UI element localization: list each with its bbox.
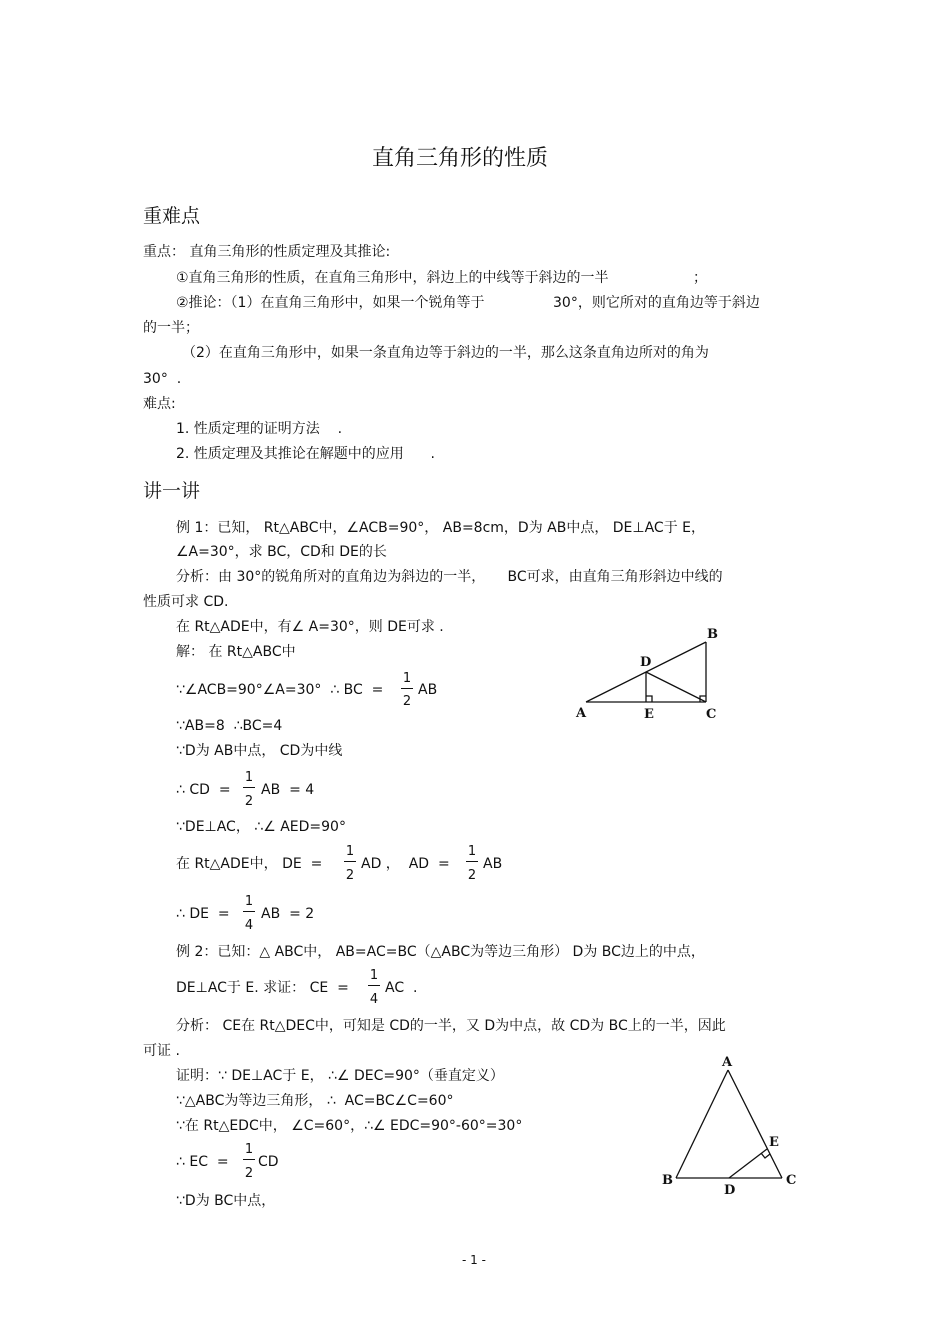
figure-equilateral-triangle xyxy=(658,1050,808,1200)
vertex-label-d: D xyxy=(724,1183,736,1198)
difficulty-item-2: 2. 性质定理及其推论在解题中的应用 . xyxy=(176,446,435,462)
fraction-bar xyxy=(243,911,255,912)
example2-line1: 例 2：已知：△ ABC中， AB=AC=BC（△ABC为等边三角形） D为 BC边上的中点， xyxy=(176,944,705,960)
vertex-label-c: C xyxy=(706,707,717,722)
figure-right-triangle xyxy=(570,620,730,730)
solution-step-1-right: AB xyxy=(418,682,438,698)
solution-step-6-right: AB xyxy=(483,856,503,872)
vertex-label-b: B xyxy=(662,1173,673,1188)
example2-line2-right: AC . xyxy=(385,980,418,996)
fraction-denominator: 2 xyxy=(244,1166,254,1181)
vertex-label-a: A xyxy=(576,706,587,721)
proof-line-2: ∵△ABC为等边三角形， ∴ AC=BC∠C=60° xyxy=(176,1093,454,1109)
key-label: 重点： 直角三角形的性质定理及其推论: xyxy=(143,244,391,260)
section-heading-key-points: 重难点 xyxy=(143,205,201,227)
vertex-label-d: D xyxy=(640,655,652,670)
key-item-2a: ②推论：（1）在直角三角形中，如果一个锐角等于 xyxy=(176,295,485,311)
vertex-label-c: C xyxy=(786,1173,797,1188)
proof-line-4-right: CD xyxy=(258,1154,279,1170)
solution-step-6-mid: AD ， AD = xyxy=(361,856,450,872)
solution-label: 解： 在 Rt△ABC中 xyxy=(176,644,296,660)
vertex-label-a: A xyxy=(722,1055,733,1070)
solution-step-7-right: AB = 2 xyxy=(261,906,315,922)
example1-line2: ∠A=30°，求 BC，CD和 DE的长 xyxy=(176,544,387,560)
solution-step-6: 在 Rt△ADE中， DE = xyxy=(176,856,323,872)
key-item-2c: 的一半； xyxy=(143,320,199,336)
analysis2-line1: 分析： CE在 Rt△DEC中，可知是 CD的一半，又 D为中点，故 CD为 BC上的一半，因此 xyxy=(176,1018,726,1034)
solution-step-4-right: AB = 4 xyxy=(261,782,315,798)
fraction-numerator: 1 xyxy=(244,1142,254,1157)
vertex-label-e: E xyxy=(644,707,654,722)
proof-line-5: ∵D为 BC中点， xyxy=(176,1193,276,1209)
proof-line-4: ∴ EC = xyxy=(176,1154,229,1170)
analysis1-line1: 分析：由 30°的锐角所对的直角边为斜边的一半， BC可求，由直角三角形斜边中线的 xyxy=(176,569,723,585)
fraction-bar xyxy=(344,861,356,862)
fraction-bar xyxy=(466,861,478,862)
analysis2-line2: 可证 . xyxy=(143,1043,180,1059)
fraction-numerator: 1 xyxy=(244,770,254,785)
fraction-numerator: 1 xyxy=(467,844,477,859)
solution-step-2: ∵AB=8 ∴BC=4 xyxy=(176,718,283,734)
fraction-numerator: 1 xyxy=(369,968,379,983)
fraction-bar xyxy=(243,787,255,788)
fraction-bar xyxy=(401,688,413,689)
fraction-numerator: 1 xyxy=(402,671,412,686)
fraction-numerator: 1 xyxy=(345,844,355,859)
analysis1-line3: 在 Rt△ADE中，有∠ A=30°，则 DE可求 . xyxy=(176,619,444,635)
difficulty-label: 难点: xyxy=(143,396,176,412)
fraction-bar xyxy=(243,1159,255,1160)
example1-line1: 例 1：已知， Rt△ABC中，∠ACB=90°， AB=8cm，D为 AB中点， DE⊥AC于 E， xyxy=(176,520,705,536)
vertex-label-b: B xyxy=(707,627,718,642)
solution-step-5: ∵DE⊥AC， ∴∠ AED=90° xyxy=(176,819,346,835)
proof-line-1: 证明：∵ DE⊥AC于 E， ∴∠ DEC=90°（垂直定义） xyxy=(176,1068,504,1084)
page-number: - 1 - xyxy=(462,1253,486,1267)
page-title: 直角三角形的性质 xyxy=(372,146,549,171)
fraction-denominator: 2 xyxy=(244,794,254,809)
key-item-3b: 30° . xyxy=(143,371,182,387)
key-item-3a: （2）在直角三角形中，如果一条直角边等于斜边的一半，那么这条直角边所对的角为 xyxy=(182,345,709,361)
fraction-numerator: 1 xyxy=(244,894,254,909)
fraction-denominator: 2 xyxy=(345,868,355,883)
key-item-1-end: ； xyxy=(693,270,707,286)
solution-step-3: ∵D为 AB中点， CD为中线 xyxy=(176,743,343,759)
key-item-1: ①直角三角形的性质，在直角三角形中，斜边上的中线等于斜边的一半 xyxy=(176,270,609,286)
fraction-denominator: 4 xyxy=(244,918,254,933)
difficulty-item-1: 1. 性质定理的证明方法 . xyxy=(176,421,343,437)
solution-step-7: ∴ DE = xyxy=(176,906,230,922)
analysis1-line2: 性质可求 CD. xyxy=(143,594,229,610)
section-heading-lecture: 讲一讲 xyxy=(143,480,201,502)
key-item-2b: 30°，则它所对的直角边等于斜边 xyxy=(553,295,760,311)
fraction-denominator: 2 xyxy=(467,868,477,883)
solution-step-1: ∵∠ACB=90°∠A=30° ∴ BC = xyxy=(176,682,384,698)
vertex-label-e: E xyxy=(769,1135,779,1150)
proof-line-3: ∵在 Rt△EDC中， ∠C=60°，∴∠ EDC=90°-60°=30° xyxy=(176,1118,523,1134)
solution-step-4: ∴ CD = xyxy=(176,782,231,798)
fraction-bar xyxy=(368,985,380,986)
example2-line2: DE⊥AC于 E. 求证： CE = xyxy=(176,980,349,996)
fraction-denominator: 2 xyxy=(402,694,412,709)
fraction-denominator: 4 xyxy=(369,992,379,1007)
